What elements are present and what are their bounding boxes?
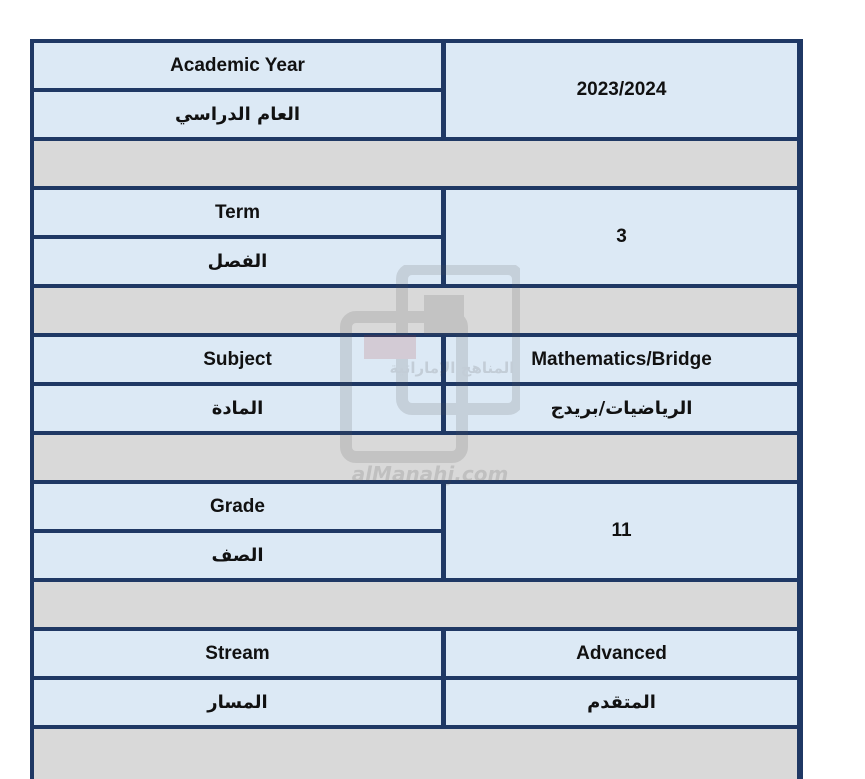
row-spacer	[34, 729, 797, 779]
academic-year-value: 2023/2024	[446, 43, 797, 137]
subject-value-en: Mathematics/Bridge	[446, 337, 797, 382]
term-label-ar: الفصل	[34, 239, 441, 284]
row-spacer	[34, 435, 797, 480]
subject-label-ar: المادة	[34, 386, 441, 431]
info-table	[30, 39, 803, 779]
grade-label-en: Grade	[34, 484, 441, 529]
grade-label-ar: الصف	[34, 533, 441, 578]
grade-value: 11	[446, 484, 797, 578]
academic-year-label-ar: العام الدراسي	[34, 92, 441, 137]
term-value: 3	[446, 190, 797, 284]
row-spacer	[34, 141, 797, 186]
term-label-en: Term	[34, 190, 441, 235]
stream-label-ar: المسار	[34, 680, 441, 725]
stream-value-en: Advanced	[446, 631, 797, 676]
row-spacer	[34, 582, 797, 627]
stream-label-en: Stream	[34, 631, 441, 676]
academic-year-label-en: Academic Year	[34, 43, 441, 88]
row-spacer	[34, 288, 797, 333]
stream-value-ar: المتقدم	[446, 680, 797, 725]
subject-label-en: Subject	[34, 337, 441, 382]
subject-value-ar: الرياضيات/بريدج	[446, 386, 797, 431]
